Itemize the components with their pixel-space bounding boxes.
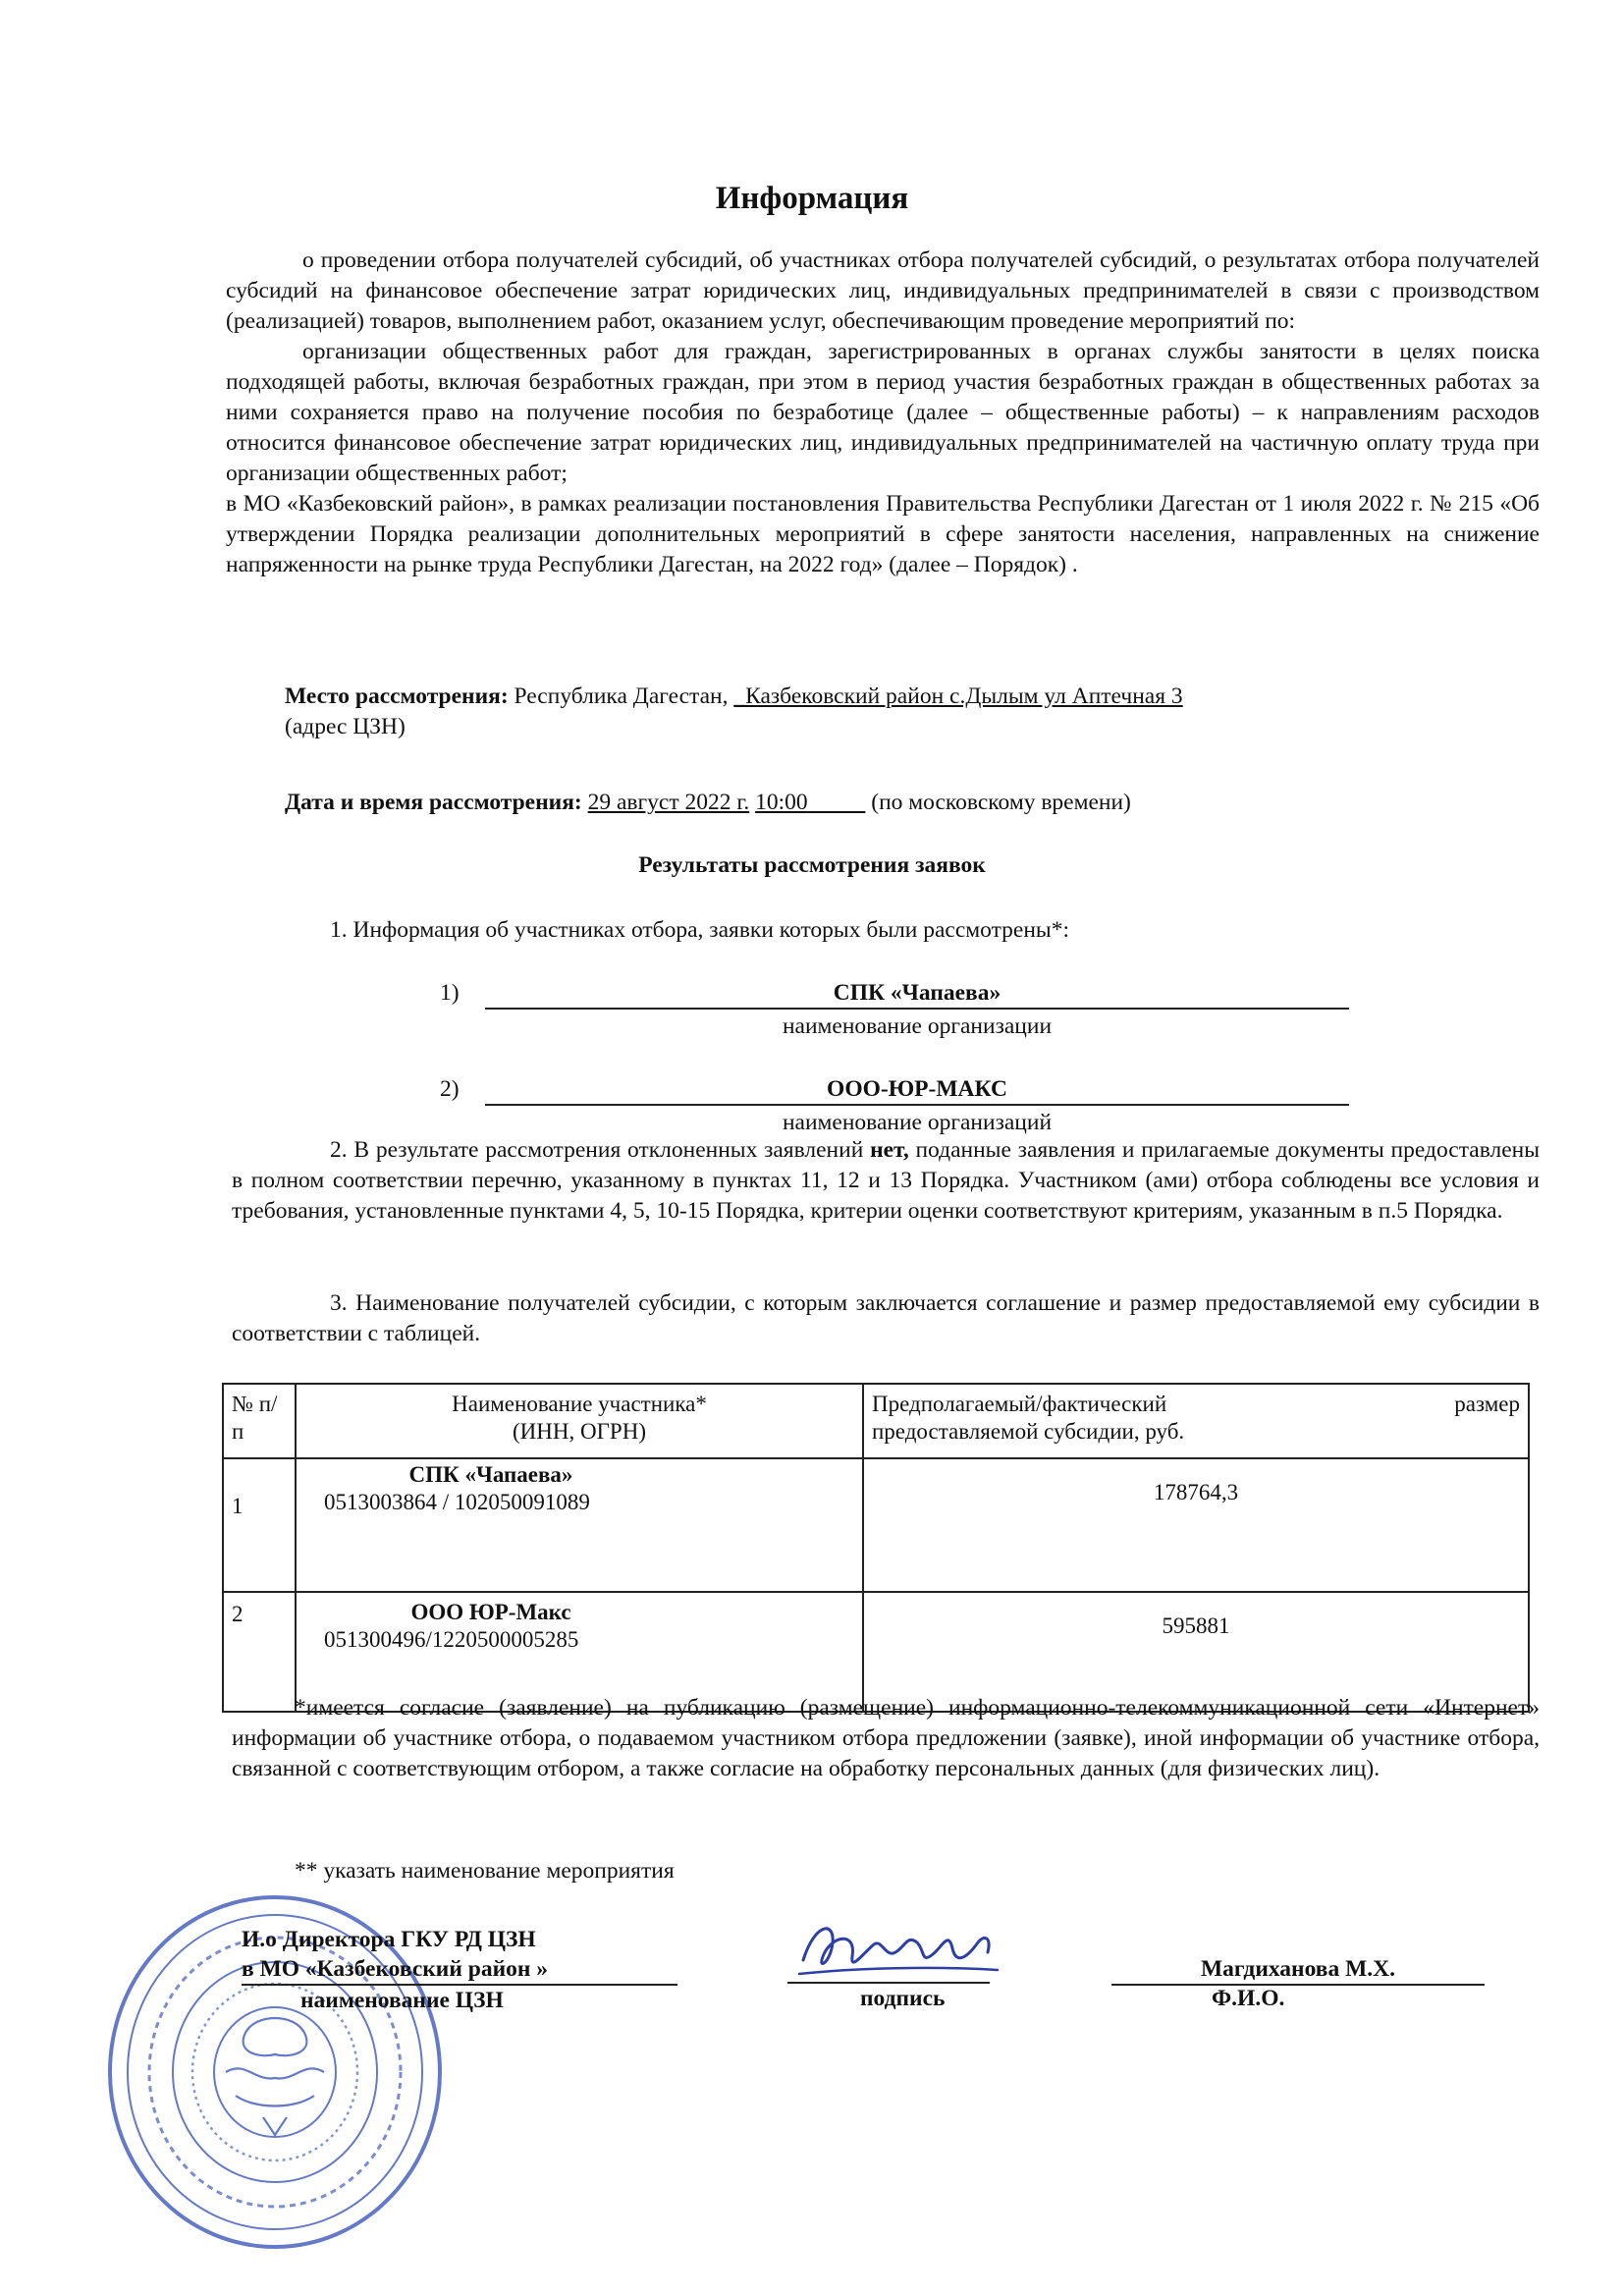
header-num: № п/п	[223, 1384, 296, 1458]
participant-item	[440, 978, 1353, 1047]
participant-name: СПК «Чапаева»	[833, 980, 1001, 1006]
signatory-organization	[242, 1925, 677, 2015]
header-sum-word: размер	[1454, 1392, 1520, 1416]
row-participant-ids: 051300496/1220500005285	[324, 1627, 579, 1652]
row-num: 1	[223, 1458, 296, 1592]
row-sum: 178764,3	[863, 1458, 1529, 1592]
row-num: 2	[223, 1592, 296, 1712]
participant-number: 2)	[440, 1076, 460, 1102]
row-participant-name: ООО ЮР-Макс	[410, 1600, 571, 1624]
signature-caption: подпись	[860, 1986, 946, 2011]
participant-name: ООО-ЮР-МАКС	[827, 1076, 1007, 1102]
header-participant-line2: (ИНН, ОГРН)	[513, 1419, 646, 1444]
place-note: (адрес ЦЗН)	[285, 714, 406, 739]
signatory-position: И.о Директора ГКУ РД ЦЗН	[242, 1927, 536, 1952]
subsidy-table	[222, 1383, 1530, 1713]
review-time: 10:00	[755, 790, 808, 815]
event-note: ** указать наименование мероприятия	[295, 1858, 675, 1884]
place-of-review	[285, 682, 1540, 742]
header-sum	[863, 1384, 1529, 1458]
review-date: 29 август 2022 г.	[587, 790, 750, 815]
intro-paragraph-1: о проведении отбора получателей субсидий, об участниках отбора получателей субсидий, о результатах отбора получателей субсидий на финансовое обеспечение затрат юридических лиц, индивидуальных предпринимателей в связи с производством (реализацией) товаров, выполнением работ, оказанием услуг, обеспечивающим проведение мероприятий по:	[226, 247, 1540, 334]
document-title: Информация	[715, 181, 909, 216]
table-header-row	[223, 1384, 1529, 1458]
datetime-label: Дата и время рассмотрения:	[285, 790, 582, 815]
participant-caption: наименование организации	[782, 1013, 1053, 1039]
header-sum-line1: Предполагаемый/фактический	[872, 1392, 1167, 1416]
section-2-rejected-count: нет,	[870, 1137, 909, 1163]
section-2-pre: 2. В результате рассмотрения отклоненных заявлений	[330, 1137, 864, 1163]
row-participant-name: СПК «Чапаева»	[408, 1462, 573, 1487]
handwritten-signature-icon	[795, 1913, 1001, 1986]
header-sum-line2: предоставляемой субсидии, руб.	[872, 1419, 1185, 1444]
name-caption: Ф.И.О.	[1212, 1986, 1285, 2011]
participant-number: 1)	[440, 980, 460, 1006]
section-3-text: 3. Наименование получателей субсидии, с которым заключается соглашение и размер предоставляемой ему субсидии в соответствии с таблицей.	[232, 1290, 1540, 1346]
row-participant-ids: 0513003864 / 102050091089	[324, 1490, 590, 1514]
section-2-post: поданные заявления и прилагаемые документы предоставлены в полном соответствии перечню, указанному в пунктах 11, 12 и 13 Порядка. Участником (ами) отбора соблюдены все условия и требования, установленные пунктами 4, 5, 10-15 Порядка, критерии оценки соответствуют критериям, указанным в п.5 Порядка.	[232, 1137, 1541, 1224]
table-row	[223, 1458, 1529, 1592]
results-heading: Результаты рассмотрения заявок	[638, 852, 986, 878]
participant-caption: наименование организаций	[782, 1110, 1053, 1135]
datetime-note: (по московскому времени)	[871, 790, 1131, 815]
consent-footnote: *имеется согласие (заявление) на публикацию (размещение) информационно-телекоммуникационной сети «Интернет» информации об участнике отбора, о подаваемом участником отбора предложении (заявке), иной информации об участнике отбора, связанной с соответствующим отбором, а также согласие на обработку персональных данных (для физических лиц).	[232, 1695, 1540, 1781]
organization-caption: наименование ЦЗН	[300, 1988, 504, 2013]
underline-rule	[485, 1104, 1349, 1106]
intro-block	[226, 246, 1540, 580]
header-participant	[296, 1384, 863, 1458]
row-sum: 595881	[863, 1592, 1529, 1712]
row-participant	[296, 1458, 863, 1592]
signatory-center: в МО «Казбековский район »	[242, 1954, 677, 1986]
intro-paragraph-3: в МО «Казбековский район», в рамках реализации постановления Правительства Республики Дагестан от 1 июля 2022 г. № 215 «Об утверждении Порядка реализации дополнительных мероприятий в сфере занятости населения, направленных на снижение напряженности на рынке труда Республики Дагестан, на 2022 год» (далее – Порядок) .	[226, 491, 1540, 577]
header-participant-line1: Наименование участника*	[452, 1392, 707, 1416]
section-1-text: 1. Информация об участниках отбора, заявки которых были рассмотрены*:	[330, 917, 1069, 943]
review-datetime	[285, 788, 1131, 818]
place-label: Место рассмотрения:	[285, 683, 509, 709]
participant-item	[440, 1074, 1353, 1143]
section-2-text	[232, 1135, 1540, 1227]
intro-paragraph-2: организации общественных работ для граждан, зарегистрированных в органах службы занятости в целях поиска подходящей работы, включая безработных граждан, при этом в период участия безработных граждан в общественных работах за ними сохраняется право на получение пособия по безработице (далее – общественные работы) – к направлениям расходов относится финансовое обеспечение затрат юридических лиц, индивидуальных предпринимателей на частичную оплату труда при организации общественных работ;	[226, 339, 1540, 486]
signatory-name: Магдиханова М.Х.	[1111, 1954, 1485, 1986]
underline-rule	[485, 1008, 1349, 1010]
place-address: _Казбековский район с.Дылым ул Аптечная 3	[733, 683, 1183, 709]
place-region: Республика Дагестан,	[514, 683, 729, 709]
